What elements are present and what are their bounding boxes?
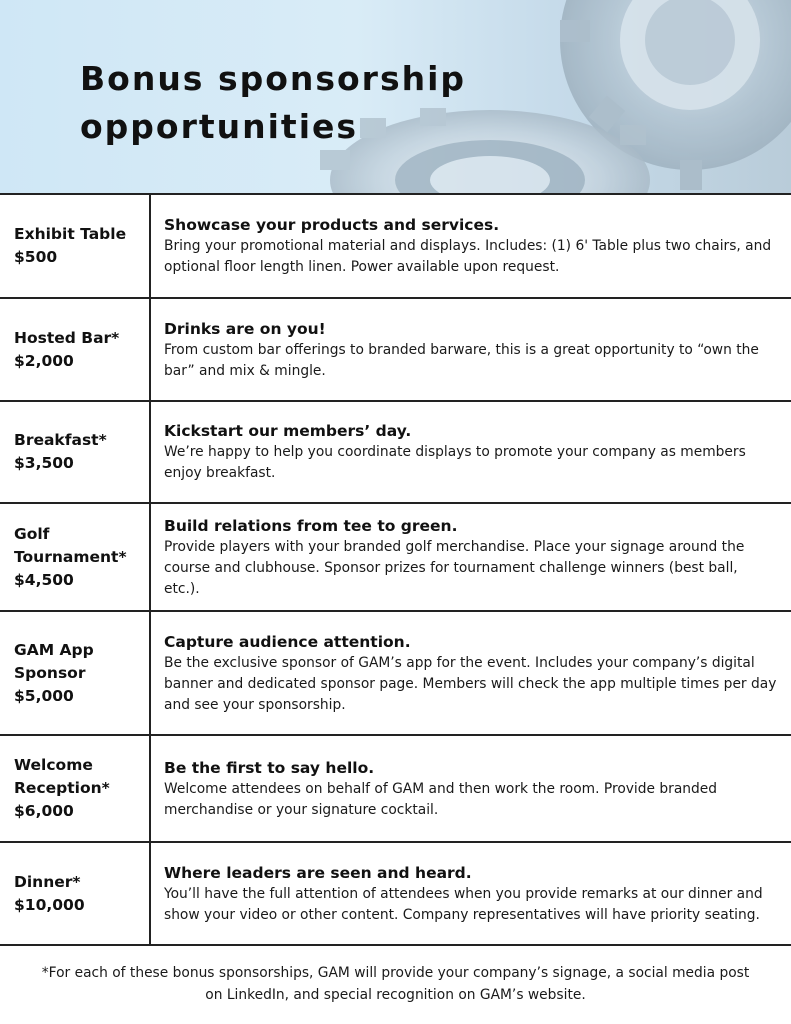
- sponsorship-detail-cell: [151, 612, 791, 734]
- sponsorship-headline: Capture audience attention.: [164, 632, 411, 651]
- sponsorship-name-cell: [0, 195, 151, 297]
- sponsorship-price: $6,000: [14, 802, 74, 820]
- sponsorship-price: $3,500: [14, 454, 74, 472]
- sponsorship-headline: Where leaders are seen and heard.: [164, 863, 472, 882]
- sponsorship-price: $5,000: [14, 686, 74, 705]
- sponsorship-table: [0, 193, 791, 1024]
- sponsorship-name: GAM App Sponsor: [14, 640, 94, 682]
- sponsorship-name-cell: [0, 612, 151, 734]
- sponsorship-description: We’re happy to help you coordinate displays to promote your company as members enjoy breakfast.: [164, 444, 746, 481]
- footnote: *For each of these bonus sponsorships, GAM will provide your company’s signage, a social media post on LinkedIn, and special recognition on GAM’s website.: [41, 965, 750, 1003]
- sponsorship-description: Provide players with your branded golf merchandise. Place your signage around the course and clubhouse. Sponsor prizes for tournament challenge winners (best ball, etc.).: [164, 538, 745, 597]
- sponsorship-name: Dinner*: [14, 872, 81, 891]
- sponsorship-description: You’ll have the full attention of attendees when you provide remarks at our dinner and show your video or other content. Company representatives will have priority seating.: [164, 885, 763, 923]
- page-title: Bonus sponsorship opportunities: [80, 59, 467, 146]
- sponsorship-price: $10,000: [14, 895, 85, 914]
- sponsorship-detail-cell: [151, 843, 791, 944]
- sponsorship-name: Golf Tournament*: [14, 524, 127, 566]
- sponsorship-price: $500: [14, 248, 58, 266]
- table-row: [0, 612, 791, 736]
- sponsorship-name: Breakfast*: [14, 431, 107, 449]
- sponsorship-name-cell: [0, 402, 151, 502]
- sponsorship-name: Hosted Bar*: [14, 328, 120, 347]
- table-row: [0, 402, 791, 504]
- sponsorship-price: $4,500: [14, 570, 74, 589]
- table-row: [0, 195, 791, 299]
- sponsorship-headline: Be the first to say hello.: [164, 758, 375, 777]
- header-banner: [0, 0, 791, 193]
- sponsorship-headline: Showcase your products and services.: [164, 216, 500, 234]
- sponsorship-detail-cell: [151, 504, 791, 610]
- table-row: [0, 736, 791, 843]
- table-row: [0, 504, 791, 612]
- sponsorship-headline: Build relations from tee to green.: [164, 516, 458, 535]
- sponsorship-description: From custom bar offerings to branded barware, this is a great opportunity to “own the bar” and mix & mingle.: [164, 341, 759, 379]
- sponsorship-name-cell: [0, 299, 151, 400]
- sponsorship-price: $2,000: [14, 351, 74, 370]
- sponsorship-description: Be the exclusive sponsor of GAM’s app for the event. Includes your company’s digital banner and dedicated sponsor page. Members will check the app multiple times per day and see your sponsorship.: [164, 654, 777, 713]
- sponsorship-name: Exhibit Table: [14, 225, 127, 243]
- sponsorship-headline: Kickstart our members’ day.: [164, 422, 412, 440]
- table-row: [0, 843, 791, 946]
- table-row: [0, 299, 791, 402]
- sponsorship-description: Welcome attendees on behalf of GAM and then work the room. Provide branded merchandise or your signature cocktail.: [164, 780, 718, 818]
- sponsorship-name: Welcome Reception*: [14, 756, 110, 797]
- sponsorship-headline: Drinks are on you!: [164, 319, 326, 338]
- sponsorship-name-cell: [0, 504, 151, 610]
- sponsorship-name-cell: [0, 843, 151, 944]
- sponsorship-detail-cell: [151, 402, 791, 502]
- sponsorship-detail-cell: [151, 736, 791, 841]
- sponsorship-detail-cell: [151, 299, 791, 400]
- sponsorship-name-cell: [0, 736, 151, 841]
- sponsorship-description: Bring your promotional material and displays. Includes: (1) 6' Table plus two chairs, and optional floor length linen. Power available upon request.: [164, 238, 772, 275]
- sponsorship-detail-cell: [151, 195, 791, 297]
